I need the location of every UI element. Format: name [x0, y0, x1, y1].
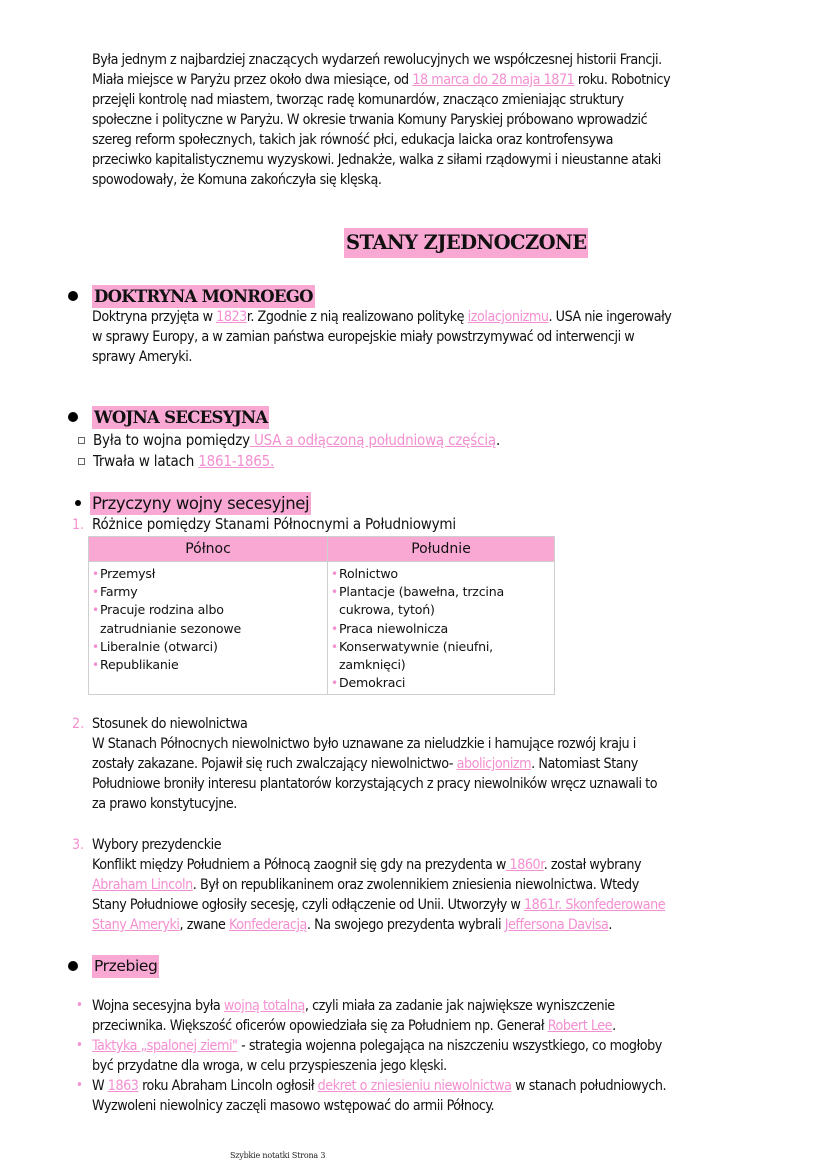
heading-monroe-row	[68, 284, 315, 308]
pink-bullet-icon: •	[76, 1078, 83, 1093]
secession-bullet-1: Była to wojna pomiędzy USA a odłączoną południową częścią.	[78, 430, 500, 450]
bullet-icon	[68, 961, 78, 971]
intro-line: Była jednym z najbardziej znaczących wydarzeń rewolucyjnych we współczesnej historii Francji.	[92, 52, 662, 68]
list-item: • Pracuje rodzina albo zatrudnianie sezonowe	[92, 601, 324, 637]
davis-link[interactable]: Jeffersona Davisa	[504, 917, 609, 933]
intro-line: społeczne i polityczne w Paryżu. W okresie trwania Komuny Paryskiej próbowano wprowadzić	[92, 112, 648, 128]
heading-causes-row	[68, 491, 311, 515]
date-link[interactable]: 18 marca do 28 maja 1871	[412, 72, 575, 88]
confederate-states-link-cont[interactable]: Stany Ameryki	[92, 917, 180, 933]
course-point-1: Wojna secesyjna była wojną totalną, czyli miała za zadanie jak największe wyniszczenie przeciwnika. Większość oficerów opowiedziała się za Południem np. Generał Robert Lee.	[92, 998, 616, 1034]
pink-bullet-icon: •	[76, 998, 83, 1013]
heading-secession: WOJNA SECESYJNA	[94, 407, 268, 427]
total-war-link[interactable]: wojną totalną	[223, 998, 305, 1014]
pink-bullet-icon: •	[76, 1038, 83, 1053]
bullet-icon: •	[92, 567, 99, 581]
intro-line: szereg reform społecznych, takich jak równość płci, edukacja laicka oraz kontrofensywa	[92, 132, 614, 148]
bullet-icon: •	[331, 639, 338, 654]
intro-line: Miała miejsce w Paryżu przez około dwa miesiące, od 18 marca do 28 maja 1871 roku. Robotnicy	[92, 72, 671, 88]
emancipation-decree-link[interactable]: dekret o zniesieniu niewolnictwa	[317, 1078, 512, 1094]
intro-line: spowodowały, że Komuna zakończyła się klęską.	[92, 172, 382, 188]
bullet-icon: •	[92, 603, 99, 618]
list-item: • Liberalnie (otwarci)	[92, 638, 324, 656]
heading-monroe: DOKTRYNA MONROEGO	[94, 286, 313, 306]
bullet-icon	[75, 500, 81, 506]
abolitionism-link[interactable]: abolicjonizm	[456, 756, 532, 772]
year-1860-link[interactable]: 1860r	[505, 857, 544, 873]
bullet-icon: •	[92, 639, 99, 654]
year-link[interactable]: 1823	[216, 309, 247, 325]
page-footer: Szybkie notatki Strona 3	[230, 1151, 326, 1160]
bullet-icon: •	[331, 621, 338, 636]
table-header-south: Południe	[328, 537, 555, 562]
list-item: • Demokraci	[331, 674, 551, 692]
list-item: • Republikanie	[92, 656, 324, 674]
bullet-icon	[68, 412, 78, 422]
square-bullet-icon	[78, 437, 85, 444]
list-item: • Rolnictwo	[331, 565, 551, 583]
square-bullet-icon	[78, 458, 85, 465]
causes-item-1-title: Różnice pomiędzy Stanami Północnymi a Południowymi	[92, 515, 456, 533]
item-title: Wybory prezydenckie	[92, 837, 222, 853]
confederacy-link[interactable]: Konfederacją	[229, 917, 307, 933]
bullet-icon: •	[331, 676, 338, 691]
isolationism-link[interactable]: izolacjonizmu	[467, 309, 549, 325]
years-link[interactable]: 1861-1865.	[198, 452, 275, 470]
causes-item-2: Stosunek do niewolnictwa W Stanach Północnych niewolnictwo było uznawane za nieludzkie i hamujące rozwój kraju i zostały zakazane. Pojawił się ruch zwalczający niewolnictwo- abolicjonizm. Natomiast Stany Południowe broniły interesu plantatorów korzystających z pracy niewolników wręcz uznawali to za prawo konstytucyjne.	[92, 714, 817, 814]
list-item: • Przemysł	[92, 565, 324, 583]
course-point-2: Taktyka „spalonej ziemi" - strategia wojenna polegająca na niszczeniu wszystkiego, co mogłoby być przydatne dla wroga, w celu przyspieszenia jego klęski.	[92, 1038, 662, 1074]
list-number: 2.	[72, 716, 85, 732]
south-cell	[328, 562, 555, 695]
list-item: • Konserwatywnie (nieufni, zamknięci)	[331, 638, 551, 674]
bullet-icon: •	[331, 585, 338, 600]
robert-lee-link[interactable]: Robert Lee	[547, 1018, 613, 1034]
scorched-earth-link[interactable]: Taktyka „spalonej ziemi"	[92, 1038, 238, 1054]
list-number: 1.	[72, 517, 85, 533]
table-header-north: Północ	[89, 537, 328, 562]
intro-line: przejęli kontrolę nad miastem, tworząc radę komunardów, znacząco zmieniając struktury	[92, 92, 624, 108]
confederate-states-link[interactable]: 1861r. Skonfederowane	[523, 897, 666, 913]
heading-causes: Przyczyny wojny secesyjnej	[92, 493, 310, 513]
heading-secession-row	[68, 405, 269, 429]
section-title: STANY ZJEDNOCZONE	[344, 228, 588, 258]
comparison-table	[88, 536, 555, 695]
year-1863-link[interactable]: 1863	[107, 1078, 139, 1094]
list-item: • Plantacje (bawełna, trzcina cukrowa, tytoń)	[331, 583, 551, 619]
bullet-icon: •	[92, 585, 99, 600]
course-point-3: W 1863 roku Abraham Lincoln ogłosił dekret o zniesieniu niewolnictwa w stanach południowych. Wyzwoleni niewolnicy zaczęli masowo wstępować do armii Północy.	[92, 1078, 667, 1114]
list-number: 3.	[72, 837, 85, 853]
intro-paragraph	[92, 50, 817, 190]
list-item: • Farmy	[92, 583, 324, 601]
intro-line: przeciwko kapitalistycznemu wyzyskowi. Jednakże, walka z siłami rządowymi i nieustanne ataki	[92, 152, 661, 168]
bullet-icon: •	[331, 567, 338, 581]
bullet-icon: •	[92, 658, 99, 673]
north-cell	[89, 562, 328, 695]
monroe-paragraph: Doktryna przyjęta w 1823r. Zgodnie z nią realizowano politykę izolacjonizmu. USA nie ingerowały w sprawy Europy, a w zamian państwa europejskie miały powstrzymywać od interwencji w sprawy Ameryki.	[92, 309, 672, 365]
heading-course: Przebieg	[92, 955, 159, 978]
list-item: • Praca niewolnicza	[331, 620, 551, 638]
secession-bullet-2: Trwała w latach 1861-1865.	[78, 451, 274, 471]
causes-item-3: Wybory prezydenckie Konflikt między Południem a Północą zaognił się gdy na prezydenta w 1860r. został wybrany Abraham Lincoln. Był on republikaninem oraz zwolennikiem zniesienia niewolnictwa. Wtedy Stany Południowe ogłosiły secesję, czyli odłączenie od Unii. Utworzyły w 1861r. Skonfederowane Stany Ameryki, zwane Konfederacją. Na swojego prezydenta wybrali Jeffersona Davisa.	[92, 835, 817, 935]
item-title: Stosunek do niewolnictwa	[92, 716, 248, 732]
usa-south-link[interactable]: USA a odłączoną południową częścią	[249, 431, 496, 449]
heading-course-row	[68, 954, 159, 978]
lincoln-link[interactable]: Abraham Lincoln	[92, 877, 193, 893]
bullet-icon	[68, 291, 78, 301]
